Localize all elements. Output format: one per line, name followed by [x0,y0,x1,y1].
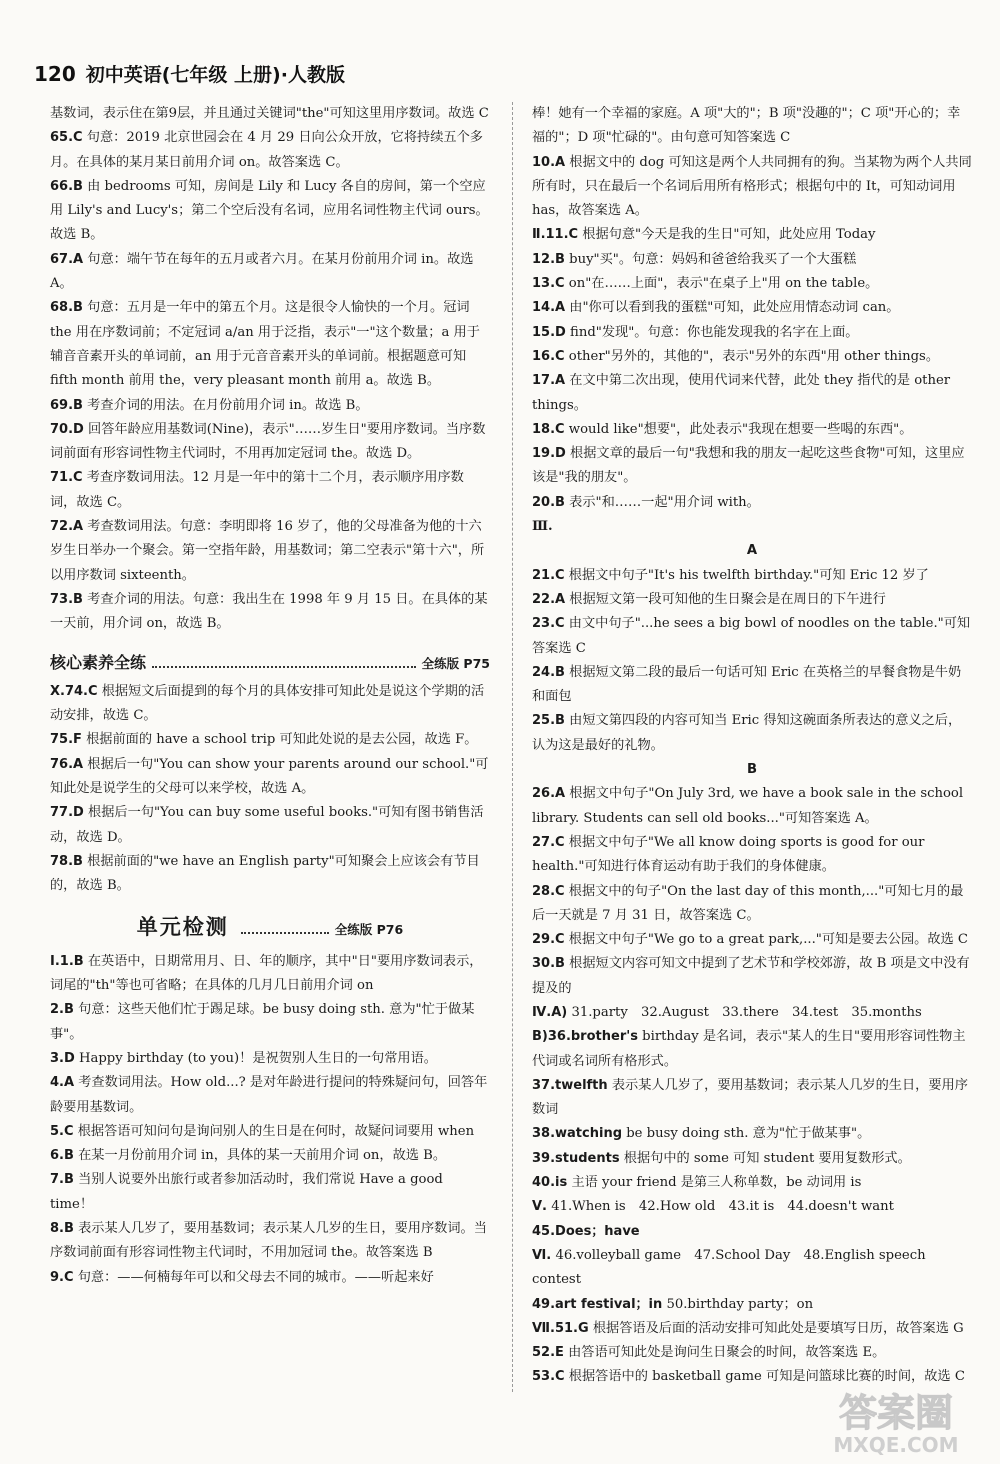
answer-explanation: 棒！她有一个幸福的家庭。A 项"大的"；B 项"没趣的"；C 项"开心的；幸福的"；D 项"忙碌的"。由句意可知答案选 C [532,106,961,146]
answer-explanation: 句意：五月是一年中的第五个月。这是很令人愉快的一个月。冠词 the 用在序数词前；不定冠词 a/an 用于泛指，表示"一"这个数量；a 用于辅音音素开头的单词前，an 用于元音音素开头的单词前。根据题意可知 fifth month 前用 the，very pleasant month 前用 a。故选 B。 [50,300,480,389]
answer-list-core [50,680,490,899]
answer-item [50,1144,490,1168]
answer-item [532,588,972,612]
answer-number: Ⅵ. [532,1247,552,1263]
answer-explanation: 在某一月份前用介词 in，具体的某一天前用介词 on，故选 B。 [78,1148,447,1164]
page-number: 120 [34,62,76,86]
answer-number: Ⅳ.A) [532,1004,568,1020]
answer-explanation: 31.party 32.August 33.there 34.test 35.months [571,1004,922,1020]
answer-number: 72.A [50,519,84,535]
answer-explanation: 句意：2019 北京世园会在 4 月 29 日向公众开放，它将持续五个多月。在具体的某月某日前用介词 on。故答案选 C。 [50,130,483,170]
answer-item [532,1074,972,1123]
answer-number: 66.B [50,178,83,194]
answer-number: 17.A [532,373,566,389]
answer-explanation: 由答语可知此处是询问生日聚会的时间，故答案选 E。 [568,1345,886,1361]
answer-item [50,680,490,729]
section-core-header [50,651,490,676]
watermark-url: MXQE.COM [833,1433,959,1456]
answer-item [50,850,490,899]
answer-list-part3b [532,782,972,1001]
answer-explanation: be busy doing sth. 意为"忙于做某事"。 [626,1126,871,1142]
answer-explanation: 根据短文后面提到的每个月的具体安排可知此处是说这个学期的活动安排，故选 C。 [50,683,485,724]
answer-explanation: 考查介词的用法。句意：我出生在 1998 年 9 月 15 日。在具体的某一天前，用介词 on，故选 B。 [50,591,488,632]
answer-number: 13.C [532,276,565,292]
answer-explanation: 根据短文第一段可知他的生日聚会是在周日的下午进行 [569,591,886,607]
answer-item [532,661,972,710]
answer-number: 26.A [532,786,566,802]
answer-item [532,102,972,151]
answer-explanation: 在文中第二次出现，使用代词来代替，此处 they 指代的是 other things。 [532,373,951,413]
answer-explanation: 根据文中句子"We all know doing sports is good for our health."可知进行体育运动有助于我们的身体健康。 [532,834,925,875]
left-column [50,102,490,1290]
answer-number: B)36.brother's [532,1029,638,1045]
answer-explanation: buy"买"。句意：妈妈和爸爸给我买了一个大蛋糕 [569,251,857,267]
answer-explanation: 当别人说要外出旅行或者参加活动时，我们常说 Have a good time！ [50,1172,443,1212]
answer-item [532,928,972,952]
answer-number: 75.F [50,732,82,748]
dotted-leader [241,932,329,934]
column-divider [512,102,513,1392]
answer-number: 6.B [50,1148,74,1164]
answer-explanation: 50.birthday party；on [666,1296,814,1312]
answer-number: 19.D [532,446,566,462]
answer-explanation: 句意：端午节在每年的五月或者六月。在某月份前用介词 in。故选 A。 [50,251,474,292]
answer-item [532,1171,972,1195]
answer-item [532,564,972,588]
answer-explanation: 由短文第四段的内容可知当 Eric 得知这碗面条所表达的意义之后，认为这是最好的礼物。 [532,713,962,753]
answer-explanation: 回答年龄应用基数词(Nine)，表示"……岁生日"要用序数词。当序数词前面有形容词性物主代词时，不用再加定冠词 the。故选 D。 [50,421,486,462]
answer-explanation: 表示某人几岁了，要用基数词；表示某人几岁的生日，要用序数词。当序数词前面有形容词性物主代词时，不用加冠词 the。故答案选 B [50,1221,487,1261]
answer-number: 4.A [50,1075,75,1091]
answer-item [532,782,972,831]
answer-item [50,998,490,1047]
answer-number: 30.B [532,956,565,972]
answer-number: 29.C [532,932,565,948]
answer-item [50,1071,490,1120]
answer-explanation: 根据文中句子"On July 3rd, we have a book sale in the school library. Students can sell old books..."可知答案选 A。 [532,786,964,826]
answer-number: 53.C [532,1369,565,1385]
answer-item [50,418,490,467]
answer-number: Ⅴ. [532,1199,547,1215]
answer-number: 14.A [532,300,566,316]
answer-item [50,296,490,393]
answer-item [532,369,972,418]
answer-number: 67.A [50,251,84,267]
answer-explanation: other"另外的，其他的"，表示"另外的东西"用 other things。 [568,348,940,364]
answer-explanation: 46.volleyball game 47.School Day 48.English speech contest [532,1247,926,1288]
answer-explanation: birthday 是名词，表示"某人的生日"要用形容词性物主代词或名词所有格形式。 [532,1029,966,1069]
answer-number: 21.C [532,567,565,583]
answer-number: 12.B [532,251,565,267]
answer-item [532,223,972,247]
answer-item [532,345,972,369]
answer-explanation: 考查介词的用法。在月份前用介词 in。故选 B。 [87,397,369,413]
answer-explanation: 根据答语中的 basketball game 可知是问篮球比赛的时间，故选 C [568,1369,965,1385]
answer-explanation: 表示某人几岁了，要用基数词；表示某人几岁的生日，要用序数词 [532,1077,968,1118]
answer-item [50,801,490,850]
book-title: 初中英语(七年级 上册)·人教版 [85,64,345,86]
answer-explanation: 根据句意"今天是我的生日"可知，此处应用 Today [582,227,876,243]
answer-item [50,394,490,418]
answer-explanation: 由 bedrooms 可知，房间是 Lily 和 Lucy 各自的房间，第一个空应用 Lily's and Lucy's；第二个空后没有名词，应用名词性物主代词 ours。故选 B。 [50,178,489,243]
answer-item [532,831,972,880]
answer-number: 15.D [532,324,566,340]
answer-explanation: 表示"和……一起"用介词 with。 [569,494,760,510]
answer-number: 28.C [532,883,565,899]
answer-number: 18.C [532,421,565,437]
dotted-leader [152,666,416,668]
answer-number: 8.B [50,1221,74,1237]
answer-number: 16.C [532,348,565,364]
answer-number: Ⅶ.51.G [532,1320,589,1336]
answer-explanation: 根据答语及后面的活动安排可知此处是要填写日历，故答案选 G [592,1320,964,1336]
page-header [34,62,345,92]
answer-item [532,1341,972,1365]
answer-number: Ⅱ.11.C [532,227,579,243]
answer-item [50,126,490,175]
section-page-ref: 全练版 P76 [334,921,404,937]
answer-item [50,1266,490,1290]
answer-item [50,753,490,802]
answer-number: 71.C [50,470,83,486]
section-page-ref: 全练版 P75 [421,655,490,671]
answer-explanation: 根据短文内容可知文中提到了艺术节和学校郊游，故 B 项是文中没有提及的 [532,956,970,996]
answer-item [532,709,972,758]
answer-number: 27.C [532,834,565,850]
section-unit-header [50,915,490,942]
answer-number: 25.B [532,713,565,729]
answer-number: 24.B [532,664,565,680]
answer-explanation: 根据文中句子"It's his twelfth birthday."可知 Eric 12 岁了 [568,567,929,583]
watermark-logo [796,1382,986,1456]
answer-item [532,612,972,661]
answer-item [532,272,972,296]
answer-number: 52.E [532,1345,564,1361]
answer-explanation: 主语 your friend 是第三人称单数，be 动词用 is [571,1175,862,1191]
answer-item [532,1122,972,1146]
answer-explanation: 根据前面的"we have an English party"可知聚会上应该会有节目的，故选 B。 [50,853,480,894]
answer-number: 77.D [50,805,84,821]
answer-list-part1 [50,102,490,637]
watermark-text: 答案圈 [838,1391,954,1435]
answer-number: X.74.C [50,683,98,699]
answer-item [532,1001,972,1025]
answer-list-part2 [532,102,972,515]
answer-explanation: on"在……上面"，表示"在桌子上"用 on the table。 [568,276,879,292]
answer-number: 70.D [50,421,84,437]
answer-number: 45.Does；have [532,1223,640,1239]
answer-explanation: 考查序数词用法。12 月是一年中的第十二个月，表示顺序用序数词，故选 C。 [50,470,464,510]
answer-explanation: 根据后一句"You can buy some useful books."可知有图书销售活动，故选 D。 [50,805,484,845]
answer-item [532,418,972,442]
answer-number: 69.B [50,397,83,413]
answer-item [532,151,972,224]
answer-number: 7.B [50,1172,74,1188]
answer-list-rest [532,1001,972,1390]
part-label: Ⅲ. [532,519,553,535]
answer-item [532,296,972,320]
answer-number: 78.B [50,853,83,869]
answer-explanation: 根据答语可知问句是询问别人的生日是在何时，故疑问词要用 when [77,1123,475,1139]
answer-number: 40.is [532,1175,568,1191]
answer-explanation: 根据文中句子"We go to a great park,..."可知是要去公园。故选 C [568,932,968,948]
answer-item [50,515,490,588]
answer-list-part3a [532,564,972,758]
answer-explanation: 根据文中的 dog 可知这是两个人共同拥有的狗。当某物为两个人共同所有时，只在最后一个名词后用所有格形式；根据句中的 It，可知动词用 has，故答案选 A。 [532,154,972,219]
answer-number: 20.B [532,494,565,510]
answer-item [50,175,490,248]
answer-item [50,950,490,999]
answer-item [532,1244,972,1293]
answer-explanation: 根据文章的最后一句"我想和我的朋友一起吃这些食物"可知，这里应该是"我的朋友"。 [532,446,965,486]
answer-item [50,1168,490,1217]
answer-list-unit [50,950,490,1290]
answer-explanation: 根据文中的句子"On the last day of this month,..."可知七月的最后一天就是 7 月 31 日，故答案选 C。 [532,883,964,923]
answer-explanation: 由文中句子"...he sees a big bowl of noodles on the table."可知答案选 C [532,616,971,656]
answer-item [532,1220,972,1244]
answer-explanation: 考查数词用法。How old...? 是对年龄进行提问的特殊疑问句，回答年龄要用基数词。 [50,1075,488,1115]
answer-item [50,248,490,297]
answer-item [532,1147,972,1171]
passage-label-a: A [746,543,758,559]
answer-item [50,1217,490,1266]
answer-explanation: 句意：这些天他们忙于踢足球。be busy doing sth. 意为"忙于做某事"。 [50,1002,475,1042]
answer-item [532,248,972,272]
answer-item [50,588,490,637]
answer-explanation: 41.When is 42.How old 43.it is 44.doesn't want [551,1199,894,1215]
answer-explanation: find"发现"。句意：你也能发现我的名字在上面。 [570,324,859,340]
answer-number: 3.D [50,1050,75,1066]
answer-explanation: 由"你可以看到我的蛋糕"可知，此处应用情态动词 can。 [569,300,900,316]
answer-explanation: would like"想要"，此处表示"我现在想要一些喝的东西"。 [568,421,913,437]
answer-item [532,880,972,929]
section-title: 核心素养全练 [50,652,147,672]
answer-number: 5.C [50,1123,74,1139]
answer-item [532,1195,972,1219]
answer-explanation: 根据前面的 have a school trip 可知此处说的是去公园，故选 F。 [86,732,478,748]
answer-number: 37.twelfth [532,1077,608,1093]
answer-number: 10.A [532,154,566,170]
answer-number: 49.art festival；in [532,1296,663,1312]
answer-number: 39.students [532,1150,620,1166]
answer-number: 76.A [50,756,84,772]
answer-number: 65.C [50,130,83,146]
answer-item [532,1317,972,1341]
answer-item [50,102,490,126]
answer-explanation: Happy birthday (to you)！是祝贺别人生日的一句常用语。 [78,1050,437,1066]
answer-number: 2.B [50,1002,74,1018]
answer-number: 68.B [50,300,83,316]
answer-number: Ⅰ.1.B [50,953,84,969]
answer-item [532,952,972,1001]
answer-explanation: 句意：——何楠每年可以和父母去不同的城市。——听起来好 [77,1269,434,1285]
answer-item [532,1025,972,1074]
passage-label-b: B [746,762,758,778]
answer-explanation: 根据句中的 some 可知 student 要用复数形式。 [623,1150,911,1166]
answer-explanation: 基数词，表示住在第9层，并且通过关键词"the"可知这里用序数词。故选 C [50,106,489,121]
answer-item [50,1047,490,1071]
answer-number: 22.A [532,591,566,607]
answer-item [532,1293,972,1317]
answer-item [532,321,972,345]
answer-number: 9.C [50,1269,74,1285]
answer-explanation: 在英语中，日期常用月、日、年的顺序，其中"日"要用序数词表示，词尾的"th"等也可省略；在具体的几月几日前用介词 on [50,953,483,994]
answer-number: 73.B [50,591,83,607]
answer-item [532,442,972,491]
answer-item [50,1120,490,1144]
answer-item [532,491,972,515]
answer-explanation: 根据后一句"You can show your parents around our school."可知此处是说学生的父母可以来学校，故选 A。 [50,756,489,797]
section-title: 单元检测 [136,914,229,939]
answer-item [50,728,490,752]
answer-explanation: 根据短文第二段的最后一句话可知 Eric 在英格兰的早餐食物是牛奶和面包 [532,664,962,705]
right-column [532,102,972,1390]
answer-number: 23.C [532,616,565,632]
answer-item [50,466,490,515]
answer-explanation: 考查数词用法。句意：李明即将 16 岁了，他的父母准备为他的十六岁生日举办一个聚会。第一空指年龄，用基数词；第二空表示"第十六"，所以用序数词 sixteenth。 [50,519,485,583]
answer-number: 38.watching [532,1126,623,1142]
